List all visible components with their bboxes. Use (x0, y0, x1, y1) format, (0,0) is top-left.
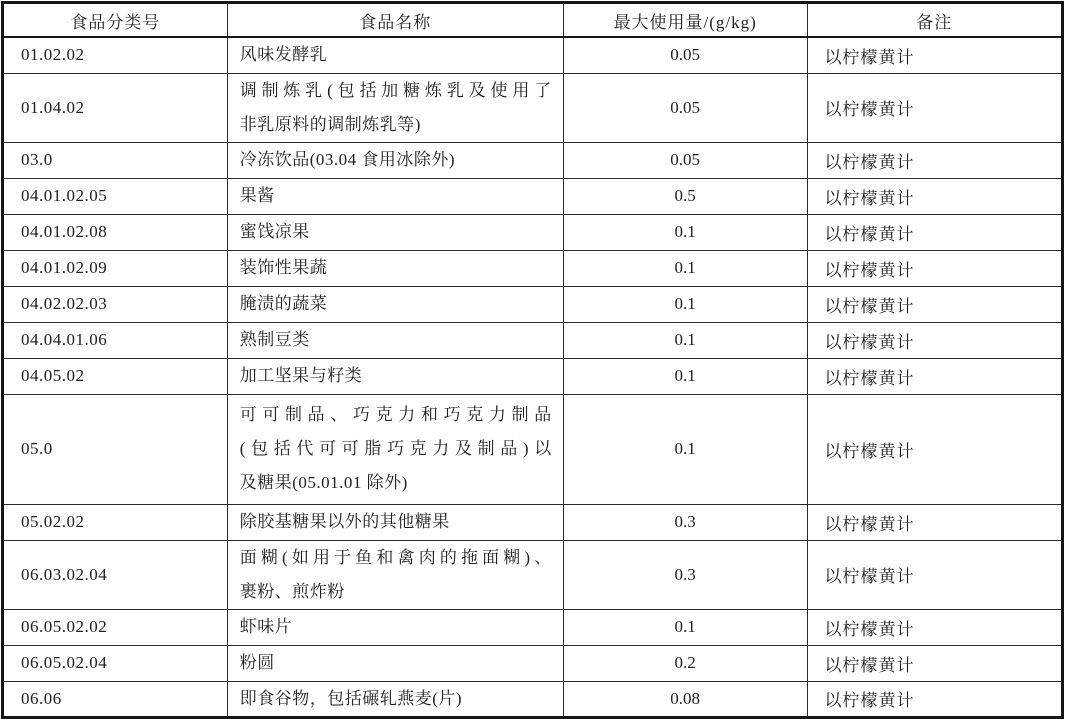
table-row (3, 322, 1063, 358)
note-cell: 以柠檬黄计 (807, 645, 1062, 681)
table-row (3, 178, 1063, 214)
table-row (3, 681, 1063, 717)
food-name-line: 风味发酵乳 (239, 45, 328, 65)
note-cell: 以柠檬黄计 (807, 73, 1062, 142)
max-usage-cell: 0.1 (563, 358, 807, 394)
table-row (3, 37, 1063, 73)
max-usage-cell: 0.3 (563, 540, 807, 609)
food-category-code-cell: 01.04.02 (3, 73, 228, 142)
food-name-cell (227, 73, 563, 142)
food-name-line: 装饰性果蔬 (239, 258, 328, 277)
max-usage-cell: 0.1 (563, 250, 807, 286)
food-category-code-cell: 03.0 (3, 142, 228, 178)
max-usage-cell: 0.1 (563, 322, 807, 358)
max-usage-cell: 0.1 (563, 214, 807, 250)
food-category-code-cell: 06.06 (3, 681, 228, 717)
max-usage-cell: 0.05 (563, 73, 807, 142)
food-category-code-cell: 04.01.02.09 (3, 250, 228, 286)
header-note: 备注 (807, 3, 1062, 38)
max-usage-cell: 0.08 (563, 681, 807, 717)
note-cell: 以柠檬黄计 (807, 609, 1062, 645)
food-name-cell (227, 322, 563, 358)
table-row (3, 286, 1063, 322)
header-food-name: 食品名称 (227, 3, 563, 38)
food-category-code-cell: 05.0 (3, 394, 228, 504)
food-name-line: 可可制品、巧克力和巧克力制品 (239, 405, 552, 424)
food-additive-usage-table (1, 1, 1064, 719)
food-name-line: 裹粉、煎炸粉 (239, 581, 345, 601)
food-category-code-cell: 04.01.02.08 (3, 214, 228, 250)
food-name-line: (包括代可可脂巧克力及制品)以 (239, 439, 552, 458)
food-name-cell (227, 250, 563, 286)
food-name-cell (227, 37, 563, 73)
table-row (3, 214, 1063, 250)
food-name-cell (227, 214, 563, 250)
note-cell: 以柠檬黄计 (807, 214, 1062, 250)
food-name-cell (227, 540, 563, 609)
table-row (3, 609, 1063, 645)
max-usage-cell: 0.2 (563, 645, 807, 681)
food-name-line: 非乳原料的调制炼乳等) (239, 114, 421, 134)
food-name-line: 调制炼乳(包括加糖炼乳及使用了 (239, 80, 552, 100)
max-usage-cell: 0.3 (563, 504, 807, 540)
max-usage-cell: 0.5 (563, 178, 807, 214)
table-row (3, 142, 1063, 178)
max-usage-cell: 0.05 (563, 37, 807, 73)
note-cell: 以柠檬黄计 (807, 394, 1062, 504)
table-row (3, 250, 1063, 286)
food-name-line: 加工坚果与籽类 (239, 366, 363, 385)
food-name-cell (227, 681, 563, 717)
note-cell: 以柠檬黄计 (807, 250, 1062, 286)
food-name-cell (227, 178, 563, 214)
food-name-line: 即食谷物，包括碾轧燕麦(片) (239, 688, 463, 708)
table-row (3, 540, 1063, 609)
food-name-line: 冷冻饮品(03.04 食用冰除外) (239, 150, 456, 169)
note-cell: 以柠檬黄计 (807, 37, 1062, 73)
max-usage-cell: 0.1 (563, 394, 807, 504)
food-category-code-cell: 01.02.02 (3, 37, 228, 73)
food-category-code-cell: 04.05.02 (3, 358, 228, 394)
food-name-line: 除胶基糖果以外的其他糖果 (239, 512, 450, 531)
food-category-code-cell: 04.02.02.03 (3, 286, 228, 322)
food-name-line: 面糊(如用于鱼和禽肉的拖面糊)、 (239, 547, 552, 567)
food-category-code-cell: 06.05.02.02 (3, 609, 228, 645)
max-usage-cell: 0.1 (563, 609, 807, 645)
food-name-cell (227, 504, 563, 540)
header-max-usage: 最大使用量/(g/kg) (563, 3, 807, 38)
food-name-line: 熟制豆类 (239, 330, 310, 349)
food-name-line: 粉圆 (239, 653, 275, 672)
food-name-line: 虾味片 (239, 617, 293, 636)
food-category-code-cell: 04.01.02.05 (3, 178, 228, 214)
note-cell: 以柠檬黄计 (807, 142, 1062, 178)
note-cell: 以柠檬黄计 (807, 178, 1062, 214)
food-name-cell (227, 394, 563, 504)
note-cell: 以柠檬黄计 (807, 681, 1062, 717)
table-header-row (3, 3, 1063, 38)
note-cell: 以柠檬黄计 (807, 322, 1062, 358)
food-name-cell (227, 142, 563, 178)
note-cell: 以柠檬黄计 (807, 540, 1062, 609)
food-name-cell (227, 286, 563, 322)
food-name-line: 蜜饯凉果 (239, 222, 310, 241)
food-name-cell (227, 645, 563, 681)
food-name-line: 及糖果(05.01.01 除外) (239, 473, 408, 492)
table-row (3, 73, 1063, 142)
header-food-category-code: 食品分类号 (3, 3, 228, 38)
food-name-line: 果酱 (239, 186, 275, 205)
food-category-code-cell: 06.03.02.04 (3, 540, 228, 609)
table-row (3, 358, 1063, 394)
table-body (3, 37, 1063, 717)
food-name-cell (227, 609, 563, 645)
food-name-cell (227, 358, 563, 394)
table-row (3, 504, 1063, 540)
food-category-code-cell: 05.02.02 (3, 504, 228, 540)
note-cell: 以柠檬黄计 (807, 504, 1062, 540)
table-row (3, 645, 1063, 681)
max-usage-cell: 0.05 (563, 142, 807, 178)
food-category-code-cell: 06.05.02.04 (3, 645, 228, 681)
note-cell: 以柠檬黄计 (807, 358, 1062, 394)
food-category-code-cell: 04.04.01.06 (3, 322, 228, 358)
table-row (3, 394, 1063, 504)
food-name-line: 腌渍的蔬菜 (239, 294, 328, 313)
note-cell: 以柠檬黄计 (807, 286, 1062, 322)
max-usage-cell: 0.1 (563, 286, 807, 322)
